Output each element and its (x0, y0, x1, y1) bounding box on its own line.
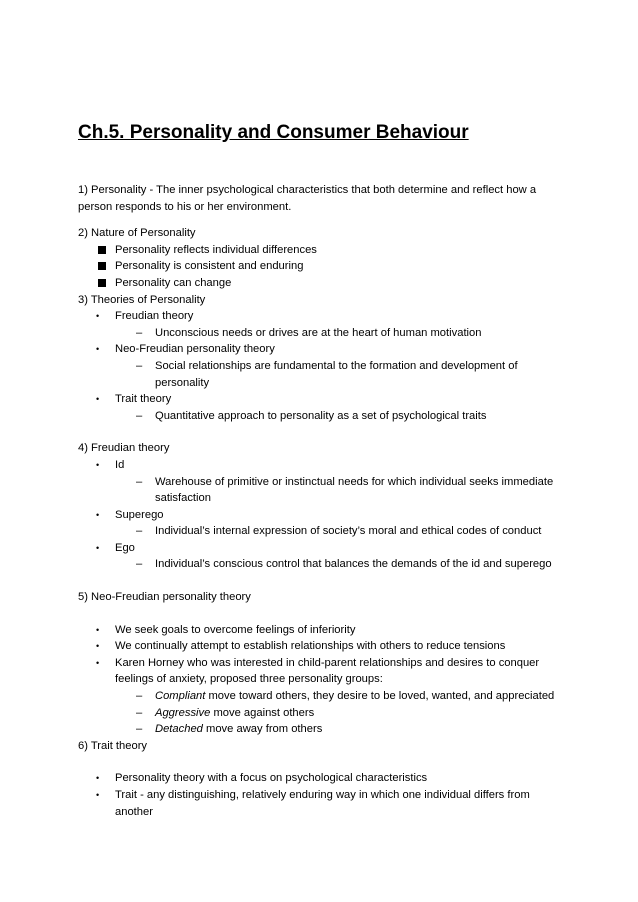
sub-list-item: – Compliant move toward others, they desire to be loved, wanted, and appreciated (78, 688, 568, 705)
square-bullet-icon (98, 246, 106, 254)
bullet-icon: • (96, 790, 100, 800)
list-item: • Neo-Freudian personality theory (78, 341, 568, 358)
sub-list-item: – Individual’s conscious control that balances the demands of the id and superego (78, 556, 568, 573)
dash-icon: – (136, 475, 143, 488)
sub-list-item: – Social relationships are fundamental to the formation and development of personality (136, 359, 518, 389)
list-item: • Trait - any distinguishing, relatively enduring way in which one individual differs from another (96, 789, 530, 818)
bullet-icon: • (96, 344, 100, 355)
bullet-icon: • (96, 311, 100, 322)
list-item: • Karen Horney who was interested in child-parent relationships and desires to conquer feelings of anxiety, proposed three personality groups: (96, 656, 540, 686)
bullet-icon: • (96, 509, 100, 520)
bullet-icon: • (96, 394, 100, 405)
square-bullet-icon (98, 262, 106, 270)
bullet-icon: • (96, 624, 100, 635)
bullet-icon: • (96, 542, 100, 553)
document-body (78, 182, 568, 820)
dash-icon: – (136, 690, 143, 703)
list-item: Personality can change (78, 275, 568, 292)
dash-icon: – (136, 706, 143, 719)
dash-icon: – (136, 558, 143, 571)
list-item: • We continually attempt to establish relationships with others to reduce tensions (78, 638, 568, 655)
list-item: • Ego (78, 540, 568, 557)
sub-list-item: – Unconscious needs or drives are at the heart of human motivation (78, 325, 568, 342)
dash-icon: – (136, 525, 143, 538)
definition-personality: 1) Personality - The inner psychological characteristics that both determine and reflect how a person responds to his or her environment. (78, 184, 537, 213)
section-heading-trait: 6) Trait theory (78, 739, 148, 752)
section-heading-freudian: 4) Freudian theory (78, 442, 170, 455)
list-item: • Trait theory (78, 391, 568, 408)
section-heading-theories: 3) Theories of Personality (78, 293, 206, 306)
sub-list-item: – Aggressive move against others (78, 705, 568, 722)
list-item: • Id (78, 457, 568, 474)
bullet-icon: • (96, 773, 100, 784)
sub-list-item: – Individual’s internal expression of society’s moral and ethical codes of conduct (78, 523, 568, 540)
sub-list-item: – Detached move away from others (78, 721, 568, 738)
bullet-icon: • (96, 641, 100, 652)
list-item: • Freudian theory (78, 308, 568, 325)
dash-icon: – (136, 723, 143, 736)
section-heading-neo-freudian: 5) Neo-Freudian personality theory (78, 591, 251, 604)
square-bullet-icon (98, 279, 106, 287)
dash-icon: – (136, 359, 143, 372)
dash-icon: – (136, 409, 143, 422)
page-title: Ch.5. Personality and Consumer Behaviour (78, 122, 469, 143)
list-item: • Superego (78, 507, 568, 524)
dash-icon: – (136, 326, 143, 339)
bullet-icon: • (96, 459, 100, 470)
list-item: Personality is consistent and enduring (78, 258, 568, 275)
list-item: • We seek goals to overcome feelings of inferiority (78, 622, 568, 639)
list-item: Personality reflects individual differences (78, 242, 568, 259)
sub-list-item: – Warehouse of primitive or instinctual needs for which individual seeks immediate satisfaction (136, 475, 554, 505)
sub-list-item: – Quantitative approach to personality as a set of psychological traits (78, 408, 568, 425)
section-heading-nature: 2) Nature of Personality (78, 227, 196, 240)
bullet-icon: • (96, 657, 100, 668)
list-item: • Personality theory with a focus on psychological characteristics (78, 770, 568, 787)
